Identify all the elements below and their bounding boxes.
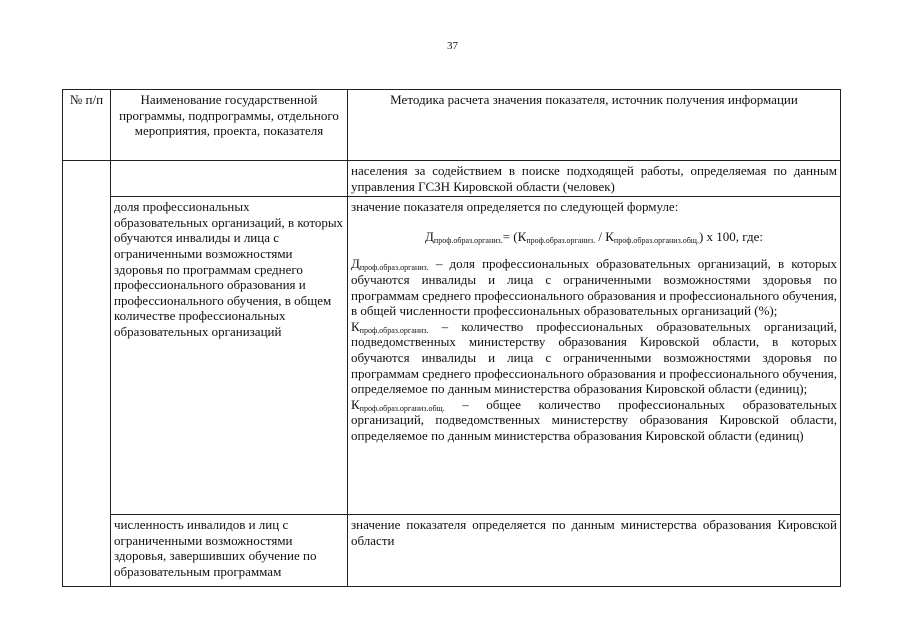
formula-tail: ) х 100, где: — [698, 228, 763, 244]
indicator-method-graduates: значение показателя определяется по данным министерства образования Кировской области — [348, 515, 841, 587]
def-d-text: – доля профессиональных образовательных организаций, в которых обучаются инвалиды и лица с ограниченными возможностями здоровья по программам среднего профессионального образования и профессионального обучения, в общей численности профессиональных образовательных организаций (%); — [351, 256, 837, 319]
header-number-cell: № п/п — [63, 90, 111, 161]
def-k-symbol: К — [351, 318, 360, 334]
formula-div: / К — [595, 228, 614, 244]
row-name-cell — [111, 161, 348, 197]
formula-lhs: Д — [425, 228, 434, 244]
definition-d — [351, 256, 837, 318]
indicator-table — [62, 89, 841, 587]
formula-lhs-sub: проф.образ.организ. — [433, 235, 503, 245]
indicator-method-prof-orgs — [348, 197, 841, 515]
def-d-sub: проф.образ.организ. — [359, 263, 429, 273]
def-k-text: – количество профессиональных образовательных организаций, подведомственных министерству образования Кировской области, в которых обучаются инвалиды и лица с ограниченными возможностями здоровья по программам среднего профессионального образования и профессионального обучения, определяемое по данным министерства образования Кировской области (единиц); — [351, 318, 837, 397]
indicator-name-prof-orgs: доля профессиональных образовательных организаций, в которых обучаются инвалиды и лица с ограниченными возможностями здоровья по программам среднего профессионального образования и профессионального обучения, в общем количестве профессиональных образовательных организаций — [111, 197, 348, 515]
table-row — [63, 161, 841, 197]
table-row — [63, 197, 841, 515]
def-k-total-sub: проф.образ.организ.общ. — [359, 403, 445, 413]
header-name-cell: Наименование государственной программы, подпрограммы, отдельного мероприятия, проекта, показателя — [111, 90, 348, 161]
def-k-total-symbol: К — [351, 396, 360, 412]
indicator-name-graduates: численность инвалидов и лиц с ограниченными возможностями здоровья, завершивших обучение по образовательным программам — [111, 515, 348, 587]
def-k-total-text: – общее количество профессиональных образовательных организаций, подведомственных министерству образования Кировской области, определяемое по данным министерства образования Кировской области (единиц) — [351, 396, 837, 443]
row-continuation-text: населения за содействием в поиске подходящей работы, определяемая по данным управления ГСЗН Кировской области (человек) — [348, 161, 841, 197]
definition-k-total — [351, 397, 837, 444]
table-header-row — [63, 90, 841, 161]
formula-eq: = (К — [502, 228, 527, 244]
method-intro: значение показателя определяется по следующей формуле: — [351, 199, 679, 215]
table-row — [63, 515, 841, 587]
def-k-sub: проф.образ.организ. — [359, 325, 429, 335]
definition-k — [351, 319, 837, 397]
page-number: 37 — [447, 40, 458, 52]
def-d-symbol: Д — [351, 256, 360, 272]
formula — [351, 229, 837, 245]
formula-k1-sub: проф.образ.организ. — [526, 235, 596, 245]
row-number-cell — [63, 161, 111, 587]
header-method-cell: Методика расчета значения показателя, источник получения информации — [348, 90, 841, 161]
formula-k2-sub: проф.образ.организ.общ. — [613, 235, 699, 245]
